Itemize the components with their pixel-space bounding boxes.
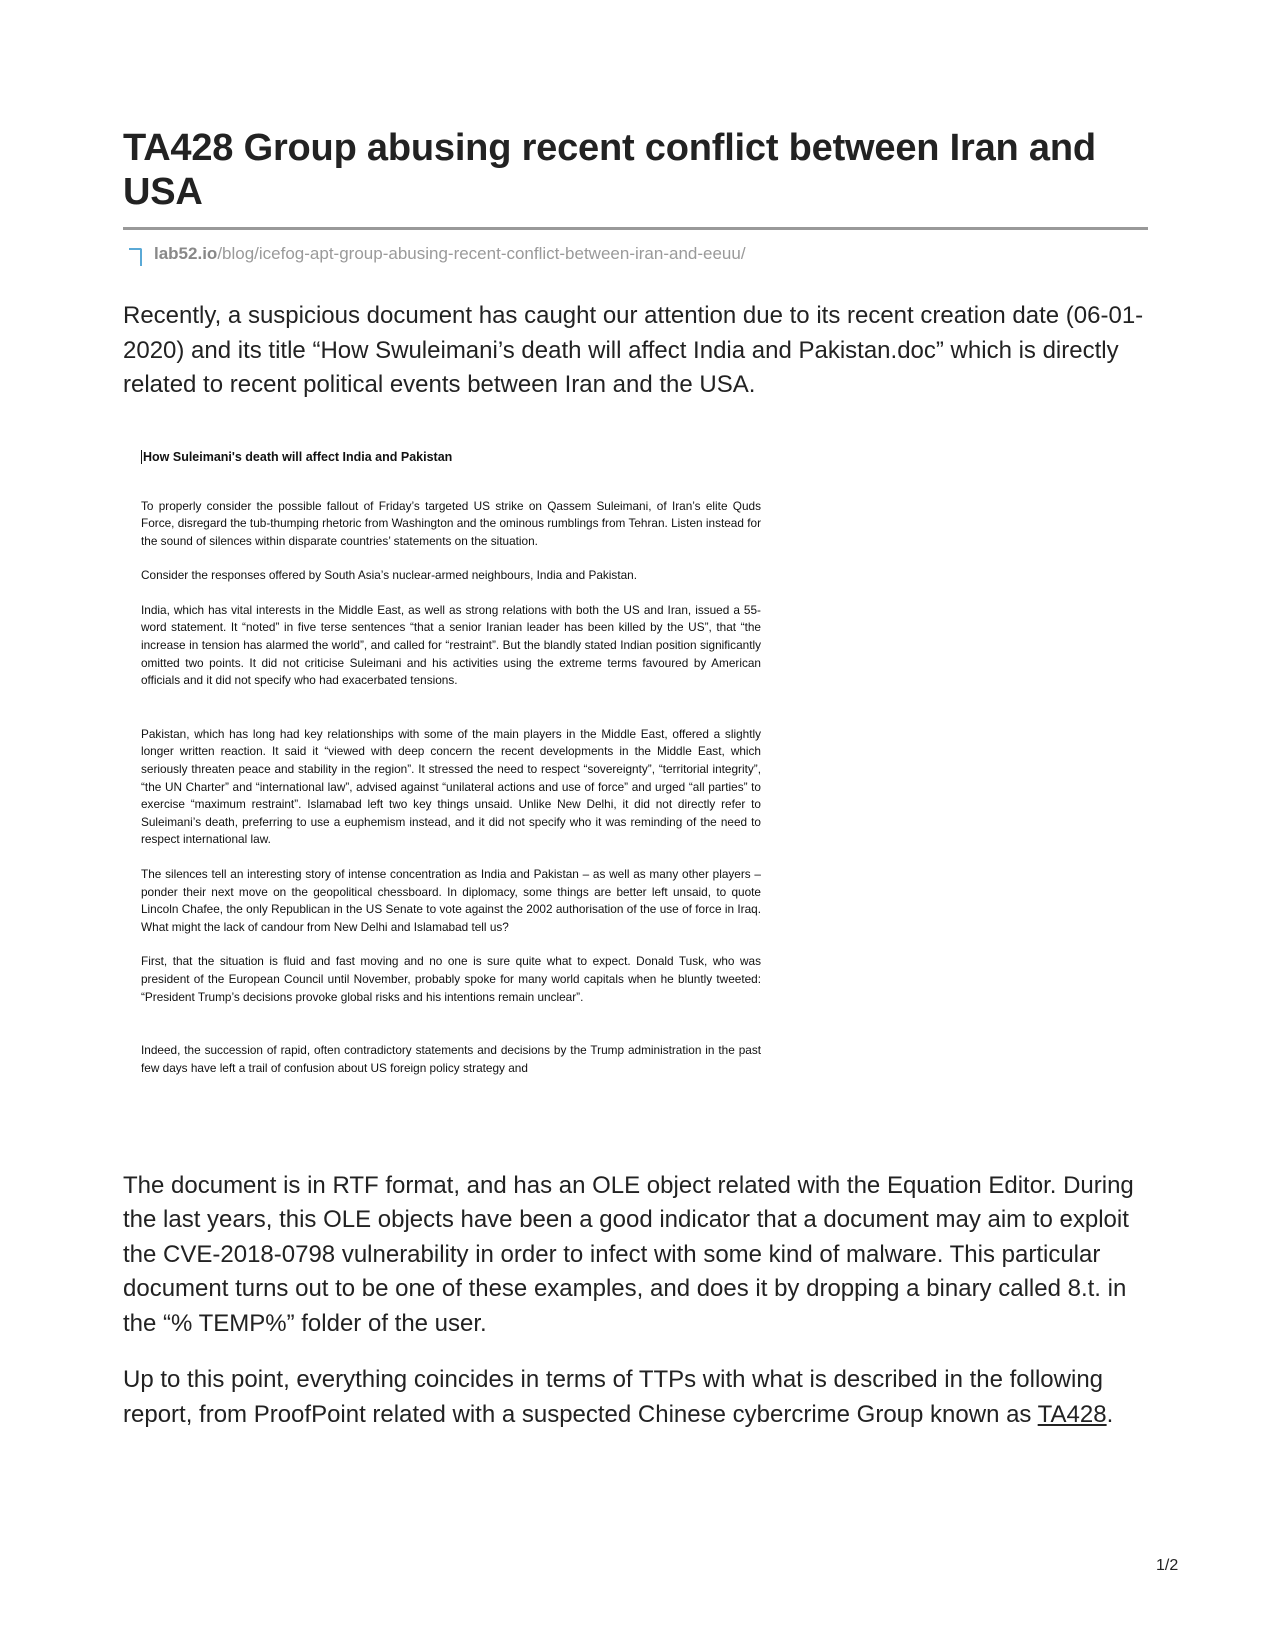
ta428-link[interactable]: TA428	[1037, 1400, 1107, 1428]
embedded-paragraph: India, which has vital interests in the Middle East, as well as strong relations with both the US and Iran, issued a 55-word statement. It “noted” in five terse sentences “that a senior Iranian leader has been killed by the US”, that “the increase in tension has alarmed the world”, and called for “restraint”. But the blandly stated Indian position significantly omitted two points. It did not criticise Suleimani and his activities using the extreme terms favoured by American officials and it did not specify who had exacerbated tensions.	[141, 602, 761, 688]
embedded-document-screenshot	[141, 437, 841, 1169]
title-divider	[123, 227, 1148, 230]
source-line	[123, 242, 1153, 266]
embedded-paragraph: First, that the situation is fluid and fast moving and no one is sure quite what to expect. Donald Tusk, who was president of the European Council until November, probably spoke for many world capitals when he bluntly tweeted: “President Trump’s decisions provoke global risks and his intentions remain unclear”.	[141, 954, 761, 1004]
embedded-paragraph: Pakistan, which has long had key relationships with some of the main players in the Middle East, offered a slightly longer written reaction. It said it “viewed with deep concern the recent developments in the Middle East, which seriously threaten peace and stability in the region”. It stressed the need to respect “sovereignty”, “territorial integrity”, “the UN Charter” and “international law”, advised against “unilateral actions and use of force” and urged “all parties” to exercise “maximum restraint”. Islamabad left two key things unsaid. Unlike New Delhi, it did not directly refer to Suleimani’s death, preferring to use a euphemism instead, and it did not specify who it was reminding of the need to respect international law.	[141, 726, 761, 847]
embedded-paragraph: Consider the responses offered by South Asia’s nuclear-armed neighbours, India and Pakistan.	[141, 568, 637, 583]
article	[123, 126, 1153, 1432]
link-corner-icon	[129, 248, 142, 266]
ttp-paragraph	[123, 1363, 1153, 1432]
ttp-text-end: .	[1106, 1400, 1114, 1428]
source-path: /blog/icefog-apt-group-abusing-recent-conflict-between-iran-and-eeuu/	[217, 244, 746, 263]
page-title: TA428 Group abusing recent conflict between Iran and USA	[123, 127, 1096, 213]
embedded-document-title: How Suleimani's death will affect India and Pakistan	[141, 450, 841, 464]
embedded-paragraph: To properly consider the possible fallout of Friday’s targeted US strike on Qassem Suleimani, of Iran’s elite Quds Force, disregard the tub-thumping rhetoric from Washington and the ominous rumblings from Tehran. Listen instead for the sound of silences within disparate countries’ statements on the situation.	[141, 498, 761, 548]
embedded-paragraph: The silences tell an interesting story of intense concentration as India and Pakistan – as well as many other players – ponder their next move on the geopolitical chessboard. In diplomacy, some things are better left unsaid, to quote Lincoln Chafee, the only Republican in the US Senate to vote against the 2002 authorisation of the use of force in Iraq. What might the lack of candour from New Delhi and Islamabad tell us?	[141, 867, 761, 934]
ttp-text: Up to this point, everything coincides in terms of TTPs with what is described in the following report, from ProofPoint related with a suspected Chinese cybercrime Group known as	[123, 1366, 1104, 1428]
source-host: lab52.io	[154, 244, 218, 263]
intro-paragraph: Recently, a suspicious document has caught our attention due to its recent creation date (06-01-2020) and its title “How Swuleimani’s death will affect India and Pakistan.doc” which is directly related to recent political events between Iran and the USA.	[123, 302, 1144, 398]
embedded-paragraph: Indeed, the succession of rapid, often contradictory statements and decisions by the Trump administration in the past few days have left a trail of confusion about US foreign policy strategy and	[141, 1043, 761, 1075]
source-url[interactable]	[154, 244, 746, 264]
page-number: 1/2	[1156, 1557, 1179, 1574]
ole-paragraph: The document is in RTF format, and has an OLE object related with the Equation Editor. During the last years, this OLE objects have been a good indicator that a document may aim to exploit the CVE-2018-0798 vulnerability in order to infect with some kind of malware. This particular document turns out to be one of these examples, and does it by dropping a binary called 8.t. in the “% TEMP%” folder of the user.	[123, 1171, 1134, 1337]
